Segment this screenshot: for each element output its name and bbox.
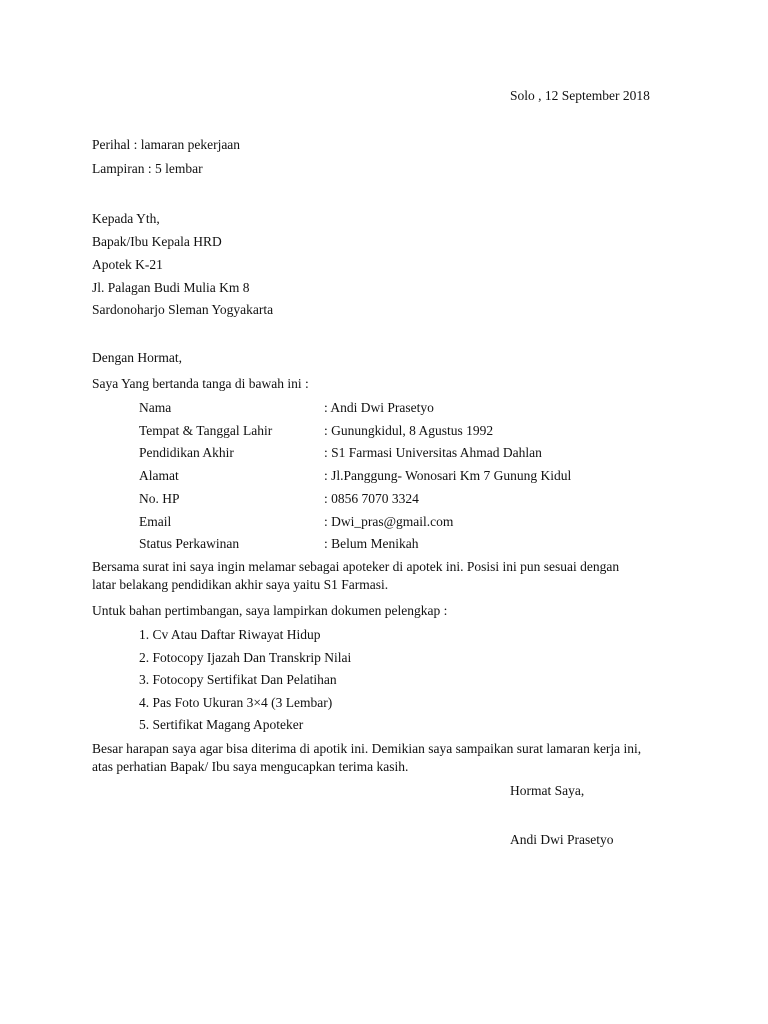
identity-label: Pendidikan Akhir (139, 445, 234, 460)
recipient-line-5: Sardonoharjo Sleman Yogyakarta (92, 302, 274, 317)
identity-value: : Jl.Panggung- Wonosari Km 7 Gunung Kidul (324, 468, 572, 483)
list-item: 5. Sertifikat Magang Apoteker (139, 717, 304, 732)
identity-value: : Belum Menikah (324, 536, 419, 551)
closing-paragraph-line-1: Besar harapan saya agar bisa diterima di apotik ini. Demikian saya sampaikan surat lamaran kerja ini, (92, 741, 642, 756)
paragraph-1-line-2: latar belakang pendidikan akhir saya yaitu S1 Farmasi. (92, 577, 389, 592)
attachment-count-line: Lampiran : 5 lembar (92, 161, 203, 176)
list-item: 2. Fotocopy Ijazah Dan Transkrip Nilai (139, 650, 352, 665)
identity-label: Alamat (139, 468, 179, 483)
identity-label: Nama (139, 400, 172, 415)
letter-date: Solo , 12 September 2018 (510, 88, 650, 103)
identity-value: : Gunungkidul, 8 Agustus 1992 (324, 423, 494, 438)
identity-value: : Dwi_pras@gmail.com (324, 514, 454, 529)
identity-label: Email (139, 514, 172, 529)
list-item: 3. Fotocopy Sertifikat Dan Pelatihan (139, 672, 337, 687)
recipient-line-1: Kepada Yth, (92, 211, 160, 226)
list-item: 4. Pas Foto Ukuran 3×4 (3 Lembar) (139, 695, 333, 710)
intro-line: Saya Yang bertanda tanga di bawah ini : (92, 376, 309, 391)
identity-value: : Andi Dwi Prasetyo (324, 400, 434, 415)
signature-name: Andi Dwi Prasetyo (510, 832, 614, 847)
attachments-intro: Untuk bahan pertimbangan, saya lampirkan dokumen pelengkap : (92, 603, 448, 618)
list-item: 1. Cv Atau Daftar Riwayat Hidup (139, 627, 321, 642)
identity-value: : 0856 7070 3324 (324, 491, 419, 506)
recipient-line-2: Bapak/Ibu Kepala HRD (92, 234, 222, 249)
recipient-line-3: Apotek K-21 (92, 257, 163, 272)
subject-line: Perihal : lamaran pekerjaan (92, 137, 241, 152)
recipient-line-4: Jl. Palagan Budi Mulia Km 8 (92, 280, 250, 295)
identity-label: Tempat & Tanggal Lahir (139, 423, 273, 438)
closing-paragraph-line-2: atas perhatian Bapak/ Ibu saya mengucapkan terima kasih. (92, 759, 409, 774)
paragraph-1-line-1: Bersama surat ini saya ingin melamar sebagai apoteker di apotek ini. Posisi ini pun sesuai dengan (92, 559, 620, 574)
identity-value: : S1 Farmasi Universitas Ahmad Dahlan (324, 445, 542, 460)
identity-label: Status Perkawinan (139, 536, 240, 551)
identity-label: No. HP (139, 491, 180, 506)
greeting: Dengan Hormat, (92, 350, 182, 365)
signature-closing: Hormat Saya, (510, 783, 585, 798)
